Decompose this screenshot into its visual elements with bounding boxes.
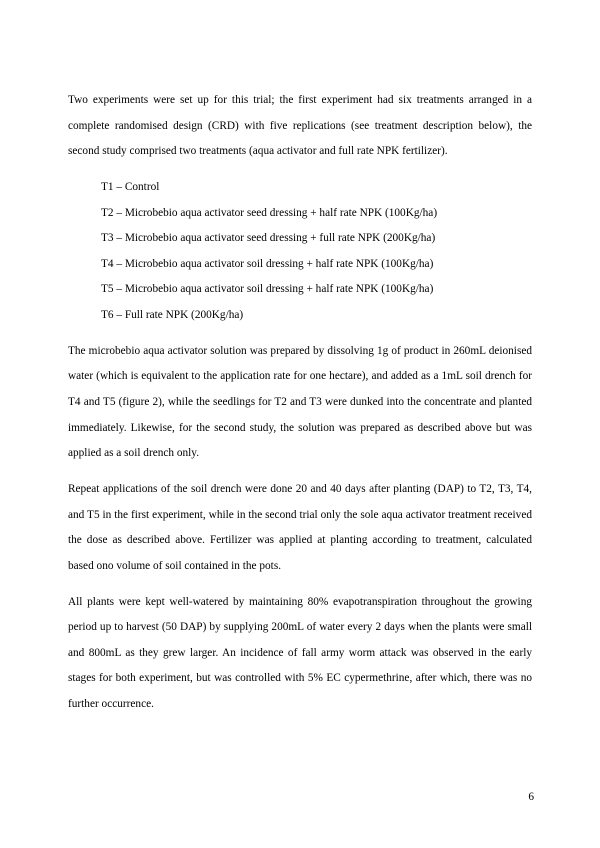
list-item: T1 – Control — [101, 180, 160, 193]
list-item: T5 – Microbebio aqua activator soil dressing + half rate NPK (100Kg/ha) — [101, 283, 434, 296]
list-item: T4 – Microbebio aqua activator soil dressing + half rate NPK (100Kg/ha) — [101, 257, 434, 270]
list-item: T6 – Full rate NPK (200Kg/ha) — [101, 309, 244, 322]
paragraph-intro: Two experiments were set up for this trial; the first experiment had six treatments arranged in a complete randomised design (CRD) with five replications (see treatment description below), the second study comprised two treatments (aqua activator and full rate NPK fertilizer). — [68, 94, 532, 158]
page-body — [68, 88, 532, 718]
list-item: T2 – Microbebio aqua activator seed dressing + half rate NPK (100Kg/ha) — [101, 206, 438, 219]
treatment-list — [68, 175, 532, 329]
page-number: 6 — [528, 790, 534, 803]
paragraph-repeat-applications: Repeat applications of the soil drench were done 20 and 40 days after planting (DAP) to T2, T3, T4, and T5 in the first experiment, while in the second trial only the sole aqua activator treatment received the dose as described above. Fertilizer was applied at planting according to treatment, calculated based ono volume of soil contained in the pots. — [68, 482, 532, 572]
paragraph-watering: All plants were kept well-watered by maintaining 80% evapotranspiration throughout the growing period up to harvest (50 DAP) by supplying 200mL of water every 2 days when the plants were small and 800mL as they grew larger. An incidence of fall army worm attack was observed in the early stages for both experiment, but was controlled with 5% EC cypermethrine, after which, there was no further occurrence. — [68, 595, 532, 711]
paragraph-solution: The microbebio aqua activator solution was prepared by dissolving 1g of product in 260mL deionised water (which is equivalent to the application rate for one hectare), and added as a 1mL soil drench for T4 and T5 (figure 2), while the seedlings for T2 and T3 were dunked into the concentrate and planted immediately. Likewise, for the second study, the solution was prepared as described above but was applied as a soil drench only. — [68, 344, 532, 460]
list-item: T3 – Microbebio aqua activator seed dressing + full rate NPK (200Kg/ha) — [101, 232, 436, 245]
